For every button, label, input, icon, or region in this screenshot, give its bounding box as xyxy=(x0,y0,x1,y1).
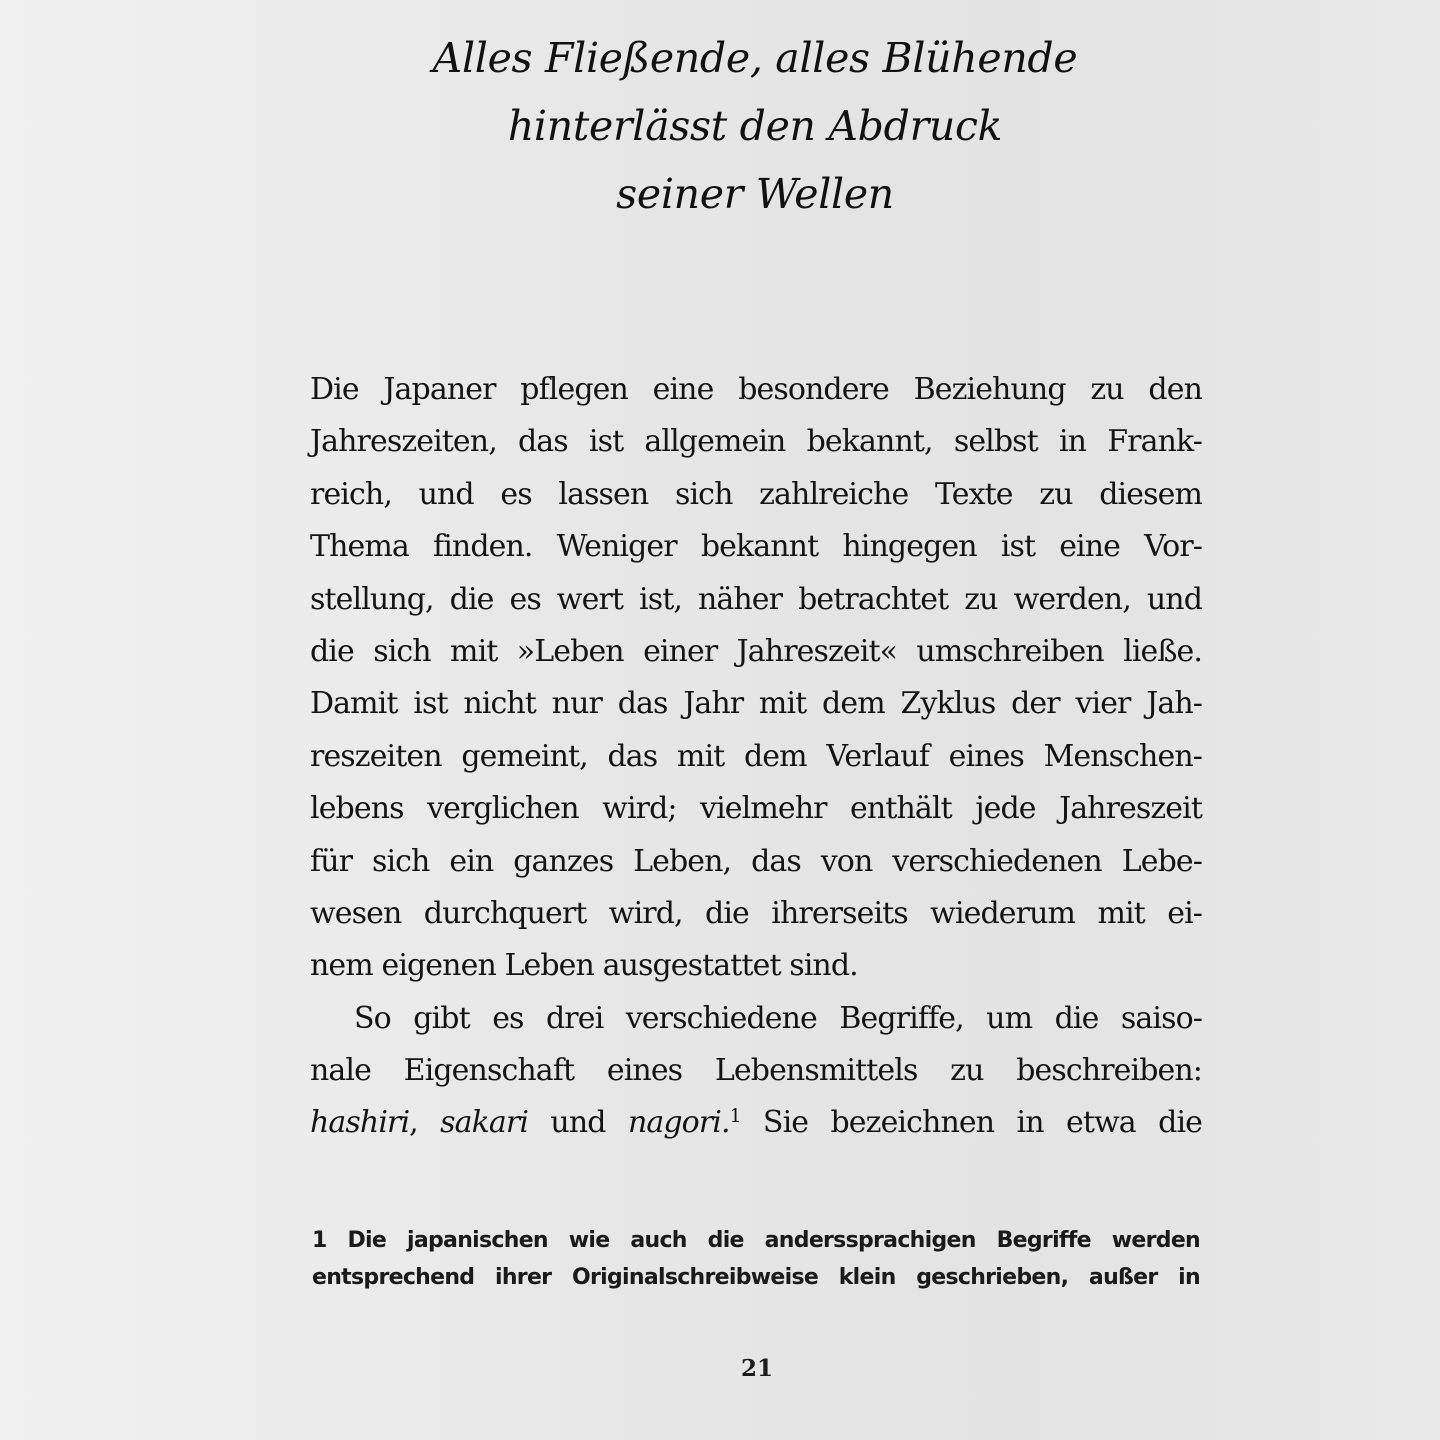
body-line: nem eigenen Leben ausgestattet sind. xyxy=(310,948,858,984)
chapter-title-line: Alles Fließende, alles Blühende xyxy=(432,34,1078,82)
body-line: Damit ist nicht nur das Jahr mit dem Zyklus der vier Jah- xyxy=(310,686,1202,722)
footnote-line: entsprechend ihrer Originalschreibweise klein geschrieben, außer in xyxy=(312,1265,1200,1290)
body-line: Jahreszeiten, das ist allgemein bekannt, selbst in Frank- xyxy=(310,424,1202,460)
body-line: nale Eigenschaft eines Lebensmittels zu beschreiben: xyxy=(310,1053,1202,1089)
body-line-remainder: Sie bezeichnen in etwa die xyxy=(740,1105,1202,1141)
body-line: wesen durchquert wird, die ihrerseits wiederum mit ei- xyxy=(310,895,1202,931)
period: . xyxy=(720,1105,730,1141)
body-line: reszeiten gemeint, das mit dem Verlauf eines Menschen- xyxy=(310,738,1202,774)
chapter-title-line: hinterlässt den Abdruck xyxy=(507,102,1003,150)
term-nagori: nagori xyxy=(627,1105,721,1141)
body-line: für sich ein ganzes Leben, das von verschiedenen Lebe- xyxy=(310,843,1202,879)
chapter-title-line: seiner Wellen xyxy=(616,170,894,218)
separator: und xyxy=(528,1105,628,1141)
body-line: reich, und es lassen sich zahlreiche Texte zu diesem xyxy=(310,476,1202,512)
footnote-reference: 1 xyxy=(729,1106,741,1128)
chapter-title xyxy=(300,24,1210,228)
body-line: stellung, die es wert ist, näher betrachtet zu werden, und xyxy=(310,581,1202,617)
term-hashiri: hashiri xyxy=(310,1105,410,1141)
term-sakari: sakari xyxy=(440,1105,529,1141)
body-line-paragraph-start: So gibt es drei verschiedene Begriffe, um die saiso- xyxy=(354,1000,1202,1036)
body-paragraphs xyxy=(310,364,1202,1150)
separator: , xyxy=(409,1105,441,1141)
body-line: Die Japaner pflegen eine besondere Beziehung zu den xyxy=(310,372,1202,407)
body-line: lebens verglichen wird; vielmehr enthält jede Jahreszeit xyxy=(310,791,1202,827)
body-line: die sich mit »Leben einer Jahreszeit« umschreiben ließe. xyxy=(310,633,1202,669)
body-line-with-terms xyxy=(310,1097,1202,1149)
footnote-line: 1 Die japanischen wie auch die anderssprachigen Begriffe werden xyxy=(312,1228,1200,1253)
page-number: 21 xyxy=(740,1355,773,1382)
footnote xyxy=(312,1222,1200,1296)
body-line: Thema finden. Weniger bekannt hingegen ist eine Vor- xyxy=(310,529,1202,565)
